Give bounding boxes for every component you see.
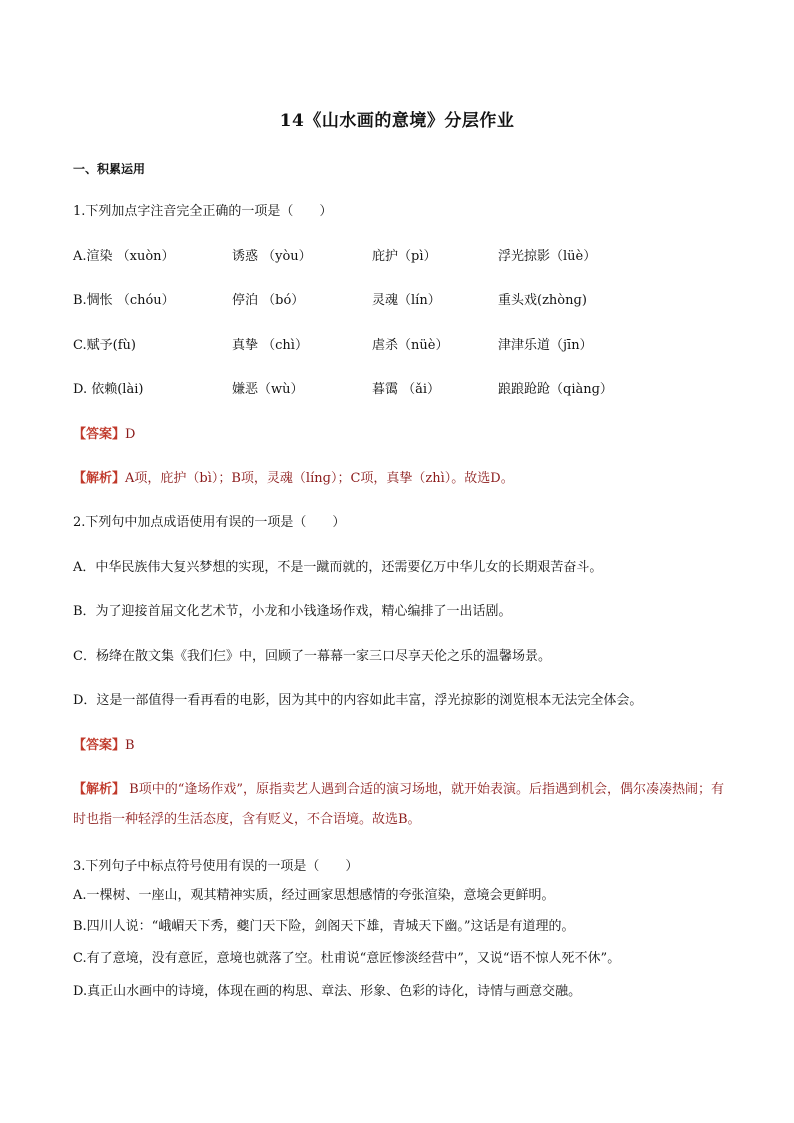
option-cell: 重头戏(zhònɡ) bbox=[498, 293, 587, 308]
question-1-stem: 1.下列加点字注音完全正确的一项是（ ） bbox=[73, 204, 333, 219]
option-cell: 真挚 （chì） bbox=[232, 338, 308, 353]
option-cell: 诱惑 （yòu） bbox=[232, 249, 312, 264]
analysis-text: B项中的“逢场作戏”，原指卖艺人遇到合适的演习场地，就开始表演。后指遇到机会，偶尔凑凑热闹；有时也指一种轻浮的生活态度，含有贬义，不合语境。故选B。 bbox=[73, 782, 724, 827]
answer-value: B bbox=[125, 738, 135, 753]
question-3-option-d: D.真正山水画中的诗境，体现在画的构思、章法、形象、色彩的诗化，诗情与画意交融。 bbox=[73, 984, 582, 999]
question-1-analysis bbox=[73, 470, 514, 488]
answer-tag: 【答案】 bbox=[73, 427, 126, 442]
question-2-option-c: C．杨绛在散文集《我们仨》中，回顾了一幕幕一家三口尽享天伦之乐的温馨场景。 bbox=[73, 649, 551, 664]
question-2-answer bbox=[73, 737, 135, 755]
question-2-stem: 2.下列句中加点成语使用有误的一项是（ ） bbox=[73, 515, 346, 530]
section-heading: 一、积累运用 bbox=[73, 162, 146, 176]
option-cell: 津津乐道（jīn） bbox=[498, 338, 593, 353]
question-2-option-a: A．中华民族伟大复兴梦想的实现，不是一蹴而就的，还需要亿万中华儿女的长期艰苦奋斗。 bbox=[73, 560, 603, 575]
question-3-option-b: B.四川人说：“峨嵋天下秀，夔门天下险，剑阁天下雄，青城天下幽。”这话是有道理的。 bbox=[73, 919, 575, 934]
option-cell: 暮霭 （ǎi） bbox=[372, 382, 441, 397]
option-cell: D. 依赖(lài) bbox=[73, 382, 144, 397]
option-cell: B.惆怅 （chóu） bbox=[73, 293, 175, 308]
question-3-stem: 3.下列句子中标点符号使用有误的一项是（ ） bbox=[73, 859, 359, 874]
option-cell: 庇护（pì） bbox=[372, 249, 437, 264]
option-cell: 虐杀（nüè） bbox=[372, 338, 449, 353]
option-cell: 停泊 （bó） bbox=[232, 293, 305, 308]
analysis-tag: 【解析】 bbox=[73, 471, 126, 486]
question-2-analysis bbox=[73, 775, 728, 835]
option-cell: 灵魂（lín） bbox=[372, 293, 441, 308]
question-3-option-a: A.一棵树、一座山，观其精神实质，经过画家思想感情的夸张渲染，意境会更鲜明。 bbox=[73, 888, 555, 903]
option-cell: 踉踉跄跄（qiànɡ） bbox=[498, 382, 613, 397]
question-1-answer bbox=[73, 426, 135, 444]
answer-tag: 【答案】 bbox=[73, 738, 126, 753]
analysis-text: A项，庇护（bì）；B项，灵魂（línɡ）；C项，真挚（zhì）。故选D。 bbox=[125, 471, 514, 486]
option-cell: 嫌恶（wù） bbox=[232, 382, 304, 397]
option-cell: A.渲染 （xuòn） bbox=[73, 249, 175, 264]
question-2-option-d: D．这是一部值得一看再看的电影，因为其中的内容如此丰富，浮光掠影的浏览根本无法完全体会。 bbox=[73, 693, 643, 708]
page-title: 14《山水画的意境》分层作业 bbox=[279, 111, 515, 131]
question-2-option-b: B．为了迎接首届文化艺术节，小龙和小钱逢场作戏，精心编排了一出话剧。 bbox=[73, 604, 512, 619]
option-cell: C.赋予(fù) bbox=[73, 338, 136, 353]
answer-value: D bbox=[125, 427, 136, 442]
question-3-option-c: C.有了意境，没有意匠，意境也就落了空。杜甫说“意匠惨淡经营中”，又说“语不惊人死不休”。 bbox=[73, 951, 621, 966]
analysis-tag: 【解析】 bbox=[73, 782, 126, 797]
option-cell: 浮光掠影（lüè） bbox=[498, 249, 597, 264]
